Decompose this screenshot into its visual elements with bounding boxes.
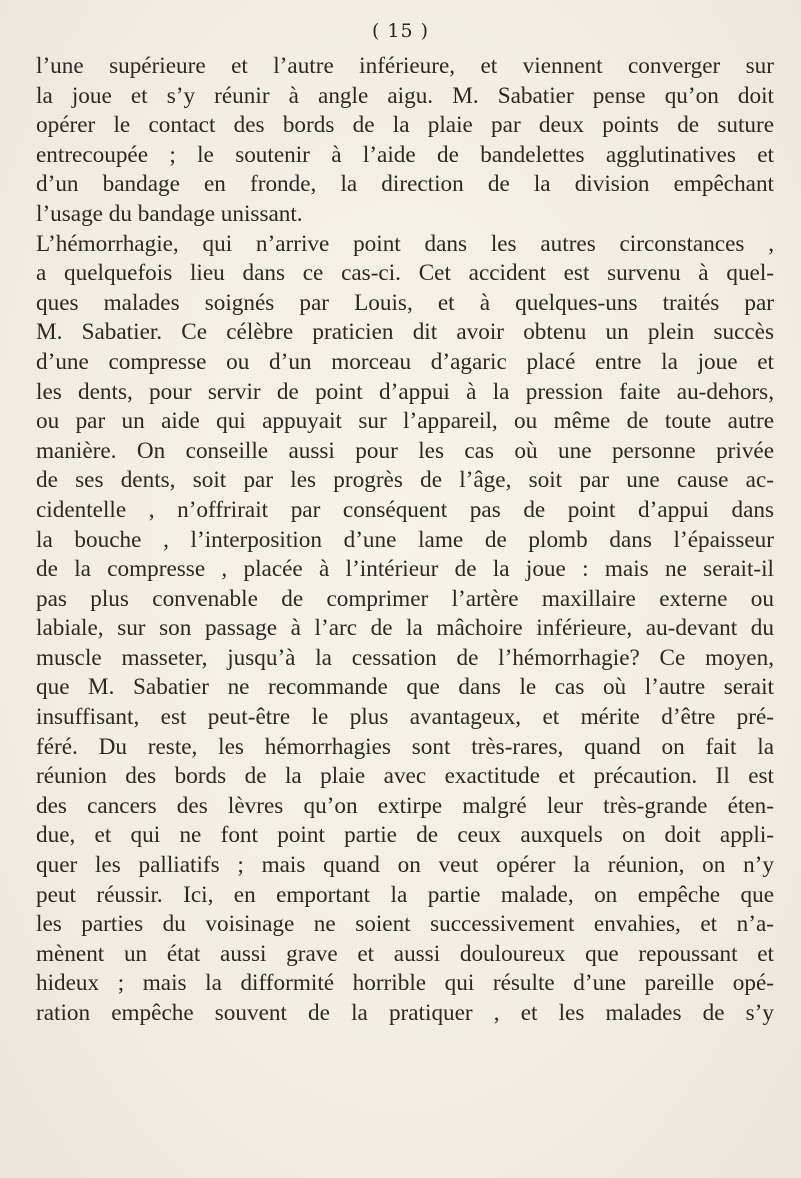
text-line: mènent un état aussi grave et aussi douloureux que repoussant et xyxy=(36,940,774,967)
text-line: pas plus convenable de comprimer l’artère maxillaire externe ou xyxy=(36,585,774,612)
text-line: les dents, pour servir de point d’appui à la pression faite au-dehors, xyxy=(36,378,774,405)
text-line: labiale, sur son passage à l’arc de la mâchoire inférieure, au-devant du xyxy=(36,615,774,642)
text-line: quer les palliatifs ; mais quand on veut opérer la réunion, on n’y xyxy=(36,852,774,879)
text-line: d’un bandage en fronde, la direction de la division empêchant xyxy=(36,171,774,198)
body-text xyxy=(36,52,774,1029)
text-line: les parties du voisinage ne soient successivement envahies, et n’a- xyxy=(36,911,774,938)
text-line: muscle masseter, jusqu’à la cessation de l’hémorrhagie? Ce moyen, xyxy=(36,644,774,671)
text-line: réunion des bords de la plaie avec exactitude et précaution. Il est xyxy=(36,763,774,790)
text-line: peut réussir. Ici, en emportant la partie malade, on empêche que xyxy=(36,881,774,908)
text-line: que M. Sabatier ne recommande que dans le cas où l’autre serait xyxy=(36,674,774,701)
text-line: des cancers des lèvres qu’on extirpe malgré leur très-grande éten- xyxy=(36,792,774,819)
text-line: de ses dents, soit par les progrès de l’âge, soit par une cause ac- xyxy=(36,467,774,494)
text-line: l’usage du bandage unissant. xyxy=(36,200,303,227)
text-line: ou par un aide qui appuyait sur l’appareil, ou même de toute autre xyxy=(36,408,774,435)
text-line: cidentelle , n’offrirait par conséquent pas de point d’appui dans xyxy=(36,496,774,523)
text-line: opérer le contact des bords de la plaie par deux points de suture xyxy=(36,112,774,139)
text-line: de la compresse , placée à l’intérieur de la joue : mais ne serait-il xyxy=(36,556,774,583)
text-line: la bouche , l’interposition d’une lame de plomb dans l’épaisseur xyxy=(36,526,774,553)
text-line: féré. Du reste, les hémorrhagies sont très-rares, quand on fait la xyxy=(36,733,774,760)
text-line: manière. On conseille aussi pour les cas où une personne privée xyxy=(36,437,774,464)
text-line: insuffisant, est peut-être le plus avantageux, et mérite d’être pré- xyxy=(36,704,774,731)
text-line: due, et qui ne font point partie de ceux auxquels on doit appli- xyxy=(36,822,774,849)
text-line: L’hémorrhagie, qui n’arrive point dans les autres circonstances , xyxy=(36,230,774,257)
text-line: entrecoupée ; le soutenir à l’aide de bandelettes agglutinatives et xyxy=(36,141,774,168)
text-line: l’une supérieure et l’autre inférieure, et viennent converger sur xyxy=(36,53,774,79)
text-line: ration empêche souvent de la pratiquer , et les malades de s’y xyxy=(36,1000,774,1026)
page-number: ( 15 ) xyxy=(371,20,430,42)
text-line: M. Sabatier. Ce célèbre praticien dit avoir obtenu un plein succès xyxy=(36,319,774,346)
text-line: hideux ; mais la difformité horrible qui résulte d’une pareille opé- xyxy=(36,970,774,997)
text-line: d’une compresse ou d’un morceau d’agaric placé entre la joue et xyxy=(36,348,774,375)
text-line: a quelquefois lieu dans ce cas-ci. Cet accident est survenu à quel- xyxy=(36,260,774,287)
text-line: la joue et s’y réunir à angle aigu. M. Sabatier pense qu’on doit xyxy=(36,82,774,109)
text-line: ques malades soignés par Louis, et à quelques-uns traités par xyxy=(36,289,774,316)
